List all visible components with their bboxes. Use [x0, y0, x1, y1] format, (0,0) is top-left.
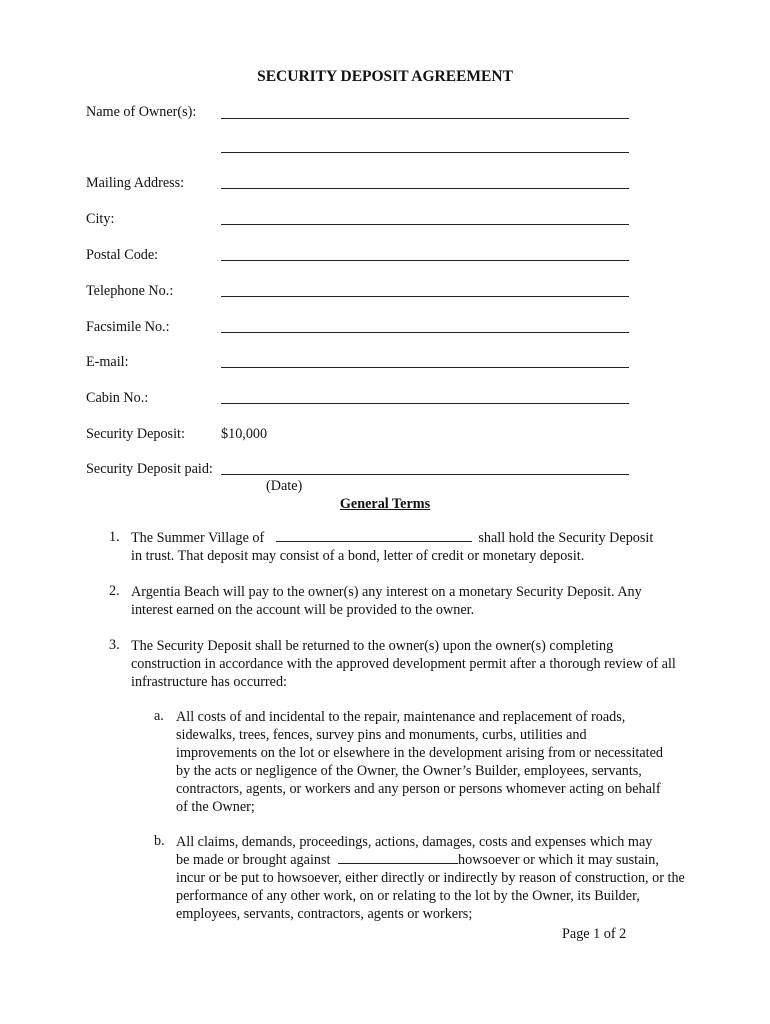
date-caption: (Date)	[266, 478, 303, 494]
security-deposit-paid-line[interactable]	[221, 474, 629, 475]
security-deposit-label: Security Deposit:	[86, 426, 185, 442]
document-title: SECURITY DEPOSIT AGREEMENT	[257, 68, 513, 85]
security-deposit-value: $10,000	[221, 426, 268, 442]
owner-name-line-2[interactable]	[221, 152, 629, 153]
brought-against-blank[interactable]	[338, 851, 458, 864]
page-number: Page 1 of 2	[562, 926, 627, 942]
summer-village-blank[interactable]	[276, 529, 472, 542]
general-terms-heading: General Terms	[339, 496, 431, 512]
subterm-a-text: All costs of and incidental to the repair, maintenance and replacement of roads, sidewalks, trees, fences, survey pins and monuments, curbs, utilities and improvements on the lot or elsewhere in the development arising from or necessitated by the acts or negligence of the Owner, the Owner’s Builder, employees, servants, contractors, agents, or workers and any person or persons whomever acting on behalf of the Owner;	[176, 709, 663, 815]
email-line[interactable]	[221, 367, 629, 368]
term-3-number: 3.	[109, 637, 120, 653]
facsimile-label: Facsimile No.:	[86, 319, 170, 335]
city-label: City:	[86, 211, 115, 227]
owner-name-line-1[interactable]	[221, 118, 629, 119]
subterm-b	[176, 833, 686, 923]
term-1-text-before: The Summer Village of	[131, 530, 265, 546]
facsimile-line[interactable]	[221, 332, 629, 333]
term-1	[131, 529, 691, 565]
term-3-text: The Security Deposit shall be returned to the owner(s) upon the owner(s) completing construction in accordance with the approved development permit after a thorough review of all infrastructure has occurred:	[131, 638, 676, 690]
city-line[interactable]	[221, 224, 629, 225]
subterm-b-rest: incur or be put to howsoever, either directly or indirectly by reason of construction, or the performance of any other work, on or relating to the lot by the Owner, its Builder, employees, servants, contractors, agents or workers;	[176, 870, 685, 922]
postal-code-line[interactable]	[221, 260, 629, 261]
subterm-a-letter: a.	[154, 708, 164, 724]
term-1-text-after: shall hold the Security Deposit	[478, 530, 654, 546]
subterm-b-text-before: be made or brought against	[176, 852, 331, 868]
owner-name-label: Name of Owner(s):	[86, 104, 197, 120]
security-deposit-paid-label: Security Deposit paid:	[86, 461, 213, 477]
telephone-line[interactable]	[221, 296, 629, 297]
cabin-no-label: Cabin No.:	[86, 390, 149, 406]
email-label: E-mail:	[86, 354, 129, 370]
mailing-address-line[interactable]	[221, 188, 629, 189]
term-1-line-2: in trust. That deposit may consist of a bond, letter of credit or monetary deposit.	[131, 548, 585, 564]
postal-code-label: Postal Code:	[86, 247, 159, 263]
subterm-b-letter: b.	[154, 833, 165, 849]
cabin-no-line[interactable]	[221, 403, 629, 404]
subterm-b-text-after: howsoever or which it may sustain,	[458, 852, 659, 868]
mailing-address-label: Mailing Address:	[86, 175, 185, 191]
term-2-text: Argentia Beach will pay to the owner(s) any interest on a monetary Security Deposit. Any interest earned on the account will be provided to the owner.	[131, 584, 642, 618]
subterm-b-line-1: All claims, demands, proceedings, actions, damages, costs and expenses which may	[176, 834, 653, 850]
term-2-number: 2.	[109, 583, 120, 599]
term-1-number: 1.	[109, 529, 120, 545]
telephone-label: Telephone No.:	[86, 283, 174, 299]
